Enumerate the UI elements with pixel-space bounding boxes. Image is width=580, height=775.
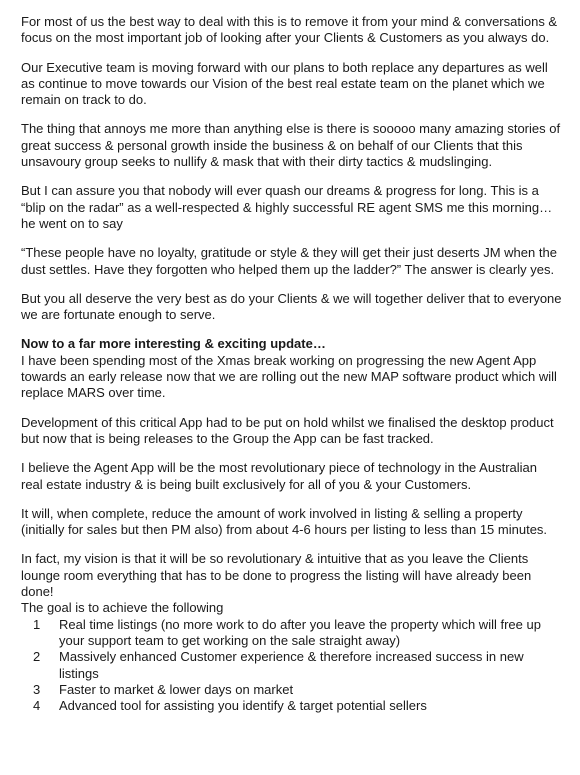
section-paragraph-3: I believe the Agent App will be the most revolutionary piece of technology in the Australian real estate industry & is being built exclusively for all of you & your Customers. xyxy=(21,460,537,492)
goal-item xyxy=(21,649,562,682)
goals-list xyxy=(21,617,562,715)
goal-number: 1 xyxy=(33,616,41,632)
goal-number: 4 xyxy=(33,698,41,714)
section-paragraph-5: In fact, my vision is that it will be so revolutionary & intuitive that as you leave the Clients lounge room everything that has to be done to progress the listing will have already been done! xyxy=(21,551,532,600)
goal-number: 2 xyxy=(33,649,41,665)
paragraph-6: But you all deserve the very best as do your Clients & we will together deliver that to everyone we are fortunate enough to serve. xyxy=(21,290,562,323)
goal-text: Real time listings (no more work to do after you leave the property which will free up your support team to get working on the sale straight away) xyxy=(59,616,541,648)
goal-text: Faster to market & lower days on market xyxy=(59,681,294,697)
section-paragraph-1: I have been spending most of the Xmas break working on progressing the new Agent App towards an early release now that we are rolling out the new MAP software product which will replace MARS over time. xyxy=(21,352,557,401)
paragraph-3: The thing that annoys me more than anything else is there is sooooo many amazing stories of great success & personal growth inside the business & on behalf of our Clients that this unsavoury group seeks to nullify & mask that with their dirty tactics & mudslinging. xyxy=(21,121,561,170)
goal-text: Massively enhanced Customer experience & therefore increased success in new listings xyxy=(59,649,524,681)
paragraph-2: Our Executive team is moving forward with our plans to both replace any departures as well as continue to move towards our Vision of the best real estate team on the planet which we remain on track to do. xyxy=(21,59,548,108)
goal-item xyxy=(21,698,562,714)
paragraph-4: But I can assure you that nobody will ever quash our dreams & progress for long. This is a “blip on the radar” as a well-respected & highly successful RE agent SMS me this morning…he went on to say xyxy=(21,183,553,231)
goal-item xyxy=(21,617,562,650)
section-paragraph-4: It will, when complete, reduce the amount of work involved in listing & selling a property (initially for sales but then PM also) from about 4-6 hours per listing to less than 15 minutes. xyxy=(21,505,548,538)
section-heading: Now to a far more interesting & exciting update… xyxy=(21,336,326,352)
goals-intro: The goal is to achieve the following xyxy=(21,600,224,616)
goal-text: Advanced tool for assisting you identify & target potential sellers xyxy=(59,698,427,714)
paragraph-5-quote: “These people have no loyalty, gratitude or style & they will get their just deserts JM when the dust settles. Have they forgotten who helped them up the ladder?” The answer is clearly yes. xyxy=(21,245,557,277)
goal-item xyxy=(21,682,562,698)
paragraph-1: For most of us the best way to deal with this is to remove it from your mind & conversations & focus on the most important job of looking after your Clients & Customers as you always do. xyxy=(21,14,558,46)
goal-number: 3 xyxy=(33,681,41,697)
section-paragraph-2: Development of this critical App had to be put on hold whilst we finalised the desktop product but now that is being releases to the Group the App can be fast tracked. xyxy=(21,414,554,446)
